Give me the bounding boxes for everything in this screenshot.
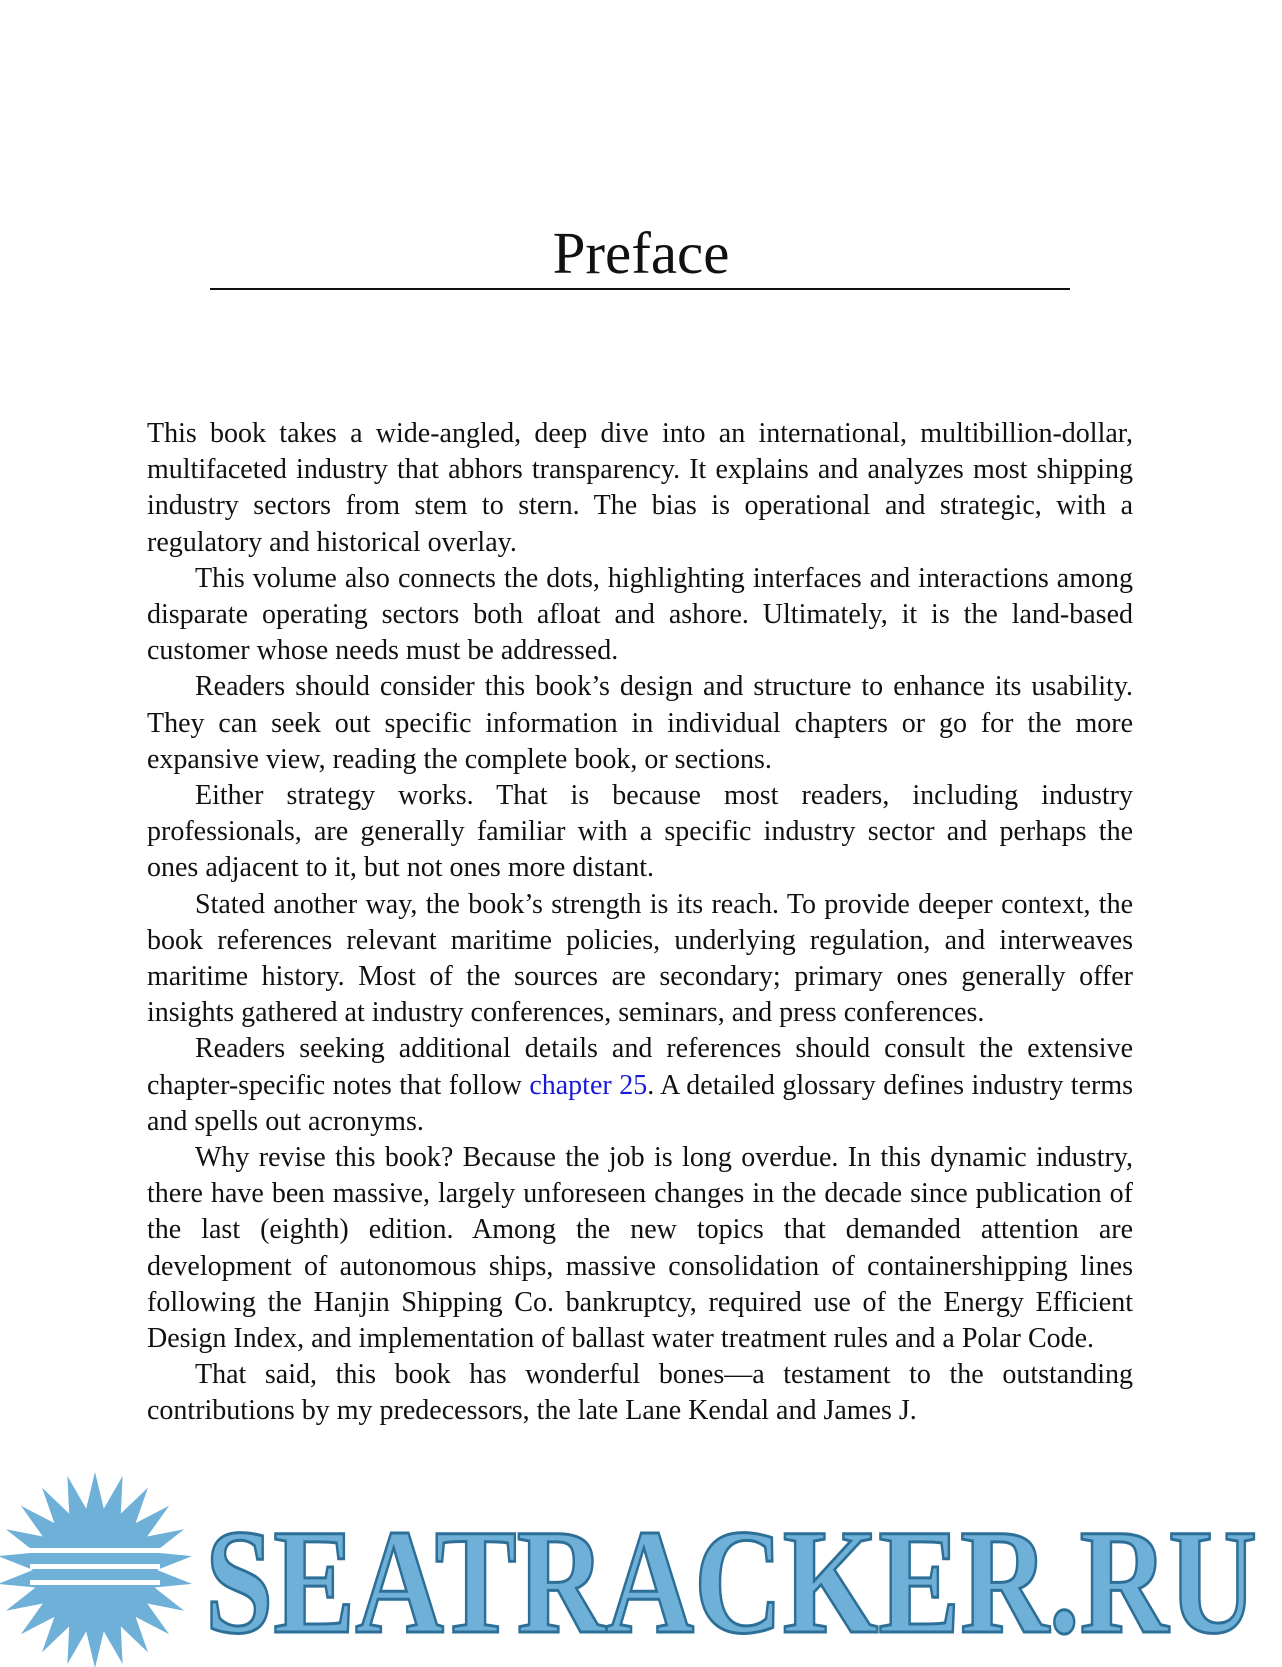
chapter-25-link[interactable]: chapter 25 — [529, 1069, 648, 1101]
title-underline — [210, 288, 1070, 290]
paragraph-6-after: . A detailed glossary defines industry terms and spells out acronyms. — [147, 1069, 1134, 1137]
paragraph-5: Stated another way, the book’s strength is its reach. To provide deeper context, the book references relevant maritime policies, underlying regulation, and interweaves maritime history. Most of the sources are secondary; primary ones generally offer insights gathered at industry conferences, seminars, and press conferences. — [147, 888, 1133, 1029]
preface-body — [147, 416, 1133, 1430]
paragraph-8: That said, this book has wonderful bones—a testament to the outstanding contributions by my predecessors, the late Lane Kendal and James J. — [147, 1359, 1133, 1427]
page-title: Preface — [552, 220, 730, 286]
paragraph-4: Either strategy works. That is because most readers, including industry professionals, are generally familiar with a specific industry sector and perhaps the ones adjacent to it, but not ones more distant. — [147, 780, 1133, 884]
paragraph-1: This book takes a wide-angled, deep dive into an international, multibillion-dollar, multifaceted industry that abhors transparency. It explains and analyzes most shipping industry sectors from stem to stern. The bias is operational and strategic, with a regulatory and historical overlay. — [147, 418, 1133, 558]
seatracker-watermark — [0, 1470, 1282, 1667]
paragraph-3: Readers should consider this book’s design and structure to enhance its usability. They can seek out specific information in individual chapters or go for the more expansive view, reading the complete book, or sections. — [147, 671, 1133, 775]
sun-icon — [0, 1472, 192, 1667]
paragraph-6 — [147, 1031, 1133, 1140]
paragraph-6-before: Readers seeking additional details and references should consult the extensive chapter-specific notes that follow — [147, 1033, 1133, 1101]
watermark-text: SEATRACKER.RU — [205, 1499, 1257, 1665]
paragraph-2: This volume also connects the dots, highlighting interfaces and interactions among disparate operating sectors both afloat and ashore. Ultimately, it is the land-based customer whose needs must be addressed. — [147, 562, 1133, 667]
paragraph-7: Why revise this book? Because the job is long overdue. In this dynamic industry, there have been massive, largely unforeseen changes in the decade since publication of the last (eighth) edition. Among the new topics that demanded attention are development of autonomous ships, massive consolidation of containershipping lines following the Hanjin Shipping Co. bankruptcy, required use of the Energy Efficient Design Index, and implementation of ballast water treatment rules and a Polar Code. — [147, 1142, 1133, 1355]
